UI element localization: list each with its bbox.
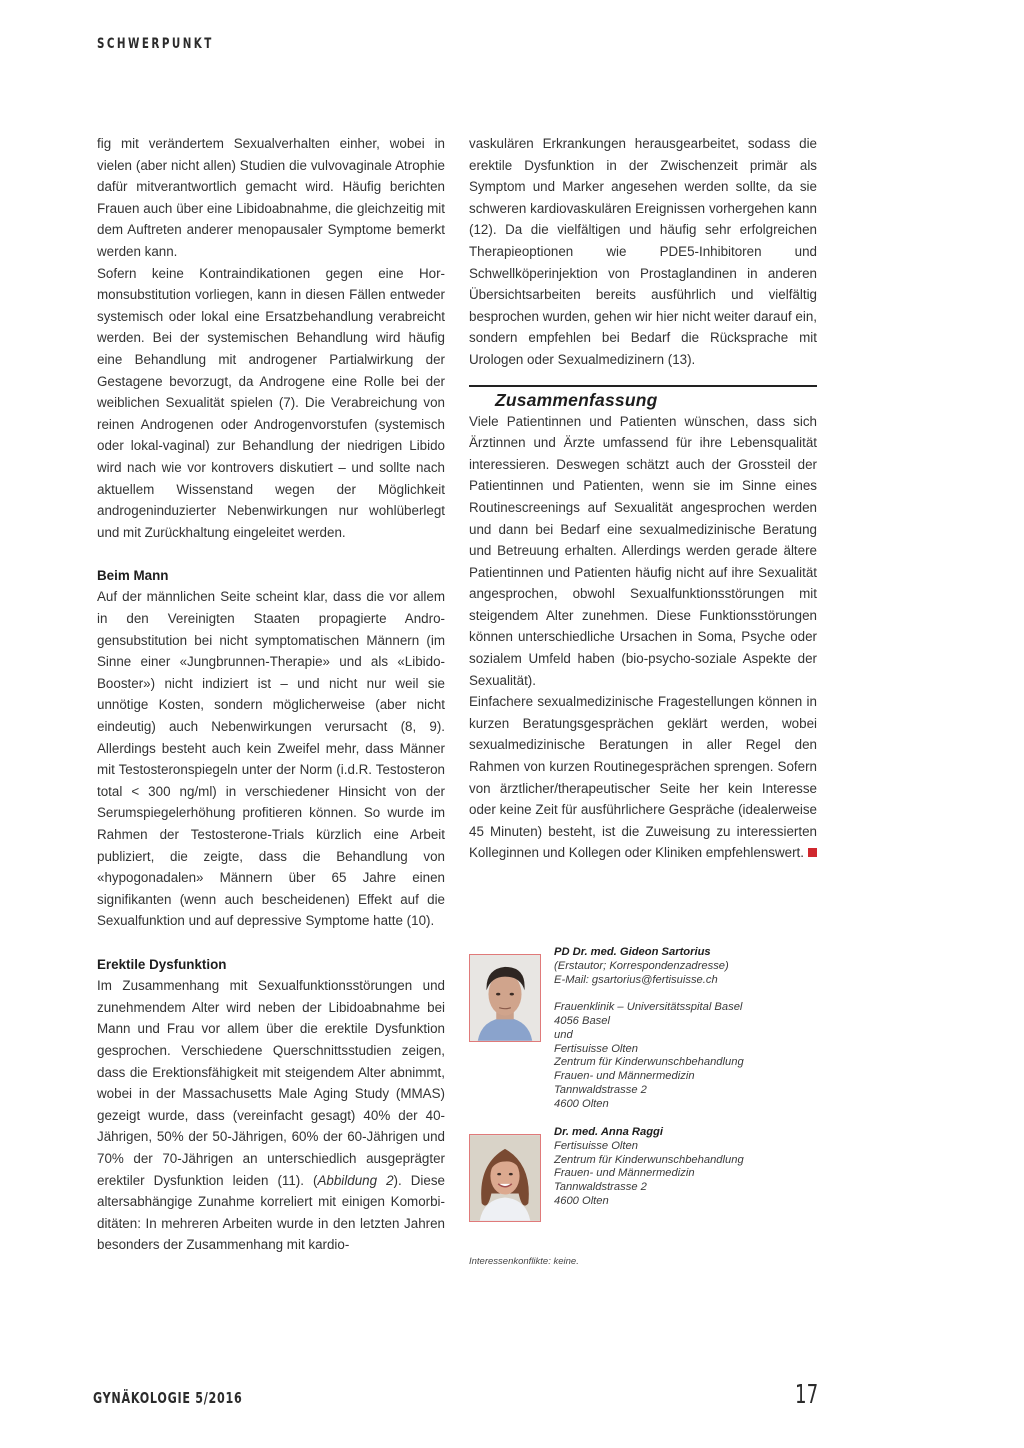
portrait-woman-icon [470,1135,540,1221]
subheading-erektile-dysfunktion: Erektile Dysfunktion [97,956,227,972]
paragraph-text: ). Diese altersabhängige Zunahme korreliert mit einigen Komorbiditäten: In mehreren Arbeiten wurde in den letzten Jahren besonders der Zusammenhang mit kardio- [97,1172,445,1253]
author-name: Dr. med. Anna Raggi [554,1126,663,1138]
running-head-section: SCHWERPUNKT [97,36,214,52]
author-info [469,946,819,1246]
portrait-man-icon [470,955,540,1041]
author-line: 4056 Basel [554,1014,610,1027]
author-line: Fertisuisse Olten [554,1042,638,1055]
conflict-of-interest: Interessenkonflikte: keine. [469,1256,579,1267]
paragraph [469,691,817,864]
author-details [554,1126,744,1209]
author-line: Frauenklinik – Universitätsspital Basel [554,1001,743,1014]
author-line: und [554,1028,573,1041]
author-line: Tannwaldstrasse 2 [554,1181,647,1194]
footer-journal-issue: GYNÄKOLOGIE 5/2016 [93,1389,243,1407]
author-line: Zentrum für Kinderwunschbehandlung [554,1153,744,1166]
author-line: Tannwaldstrasse 2 [554,1083,647,1096]
left-column [97,133,445,1256]
paragraph [97,975,445,1256]
author-photo [469,1134,541,1222]
article-end-mark-icon [808,848,817,857]
paragraph: Sofern keine Kontraindikationen gegen eine Hormonsubstitution vorliegen, kann in diesen Fällen entweder systemisch oder lokal eine Ersatzbehandlung verabreicht werden. Bei der systemischen Behandlung wird häufig eine Behandlung mit androgener Partialwirkung der Gestagene bevorzugt, da Androgene eine Rolle bei der weiblichen Sexualität spielen (7). Die Verabreichung von reinen Androgenen oder Androgenvorstufen (systemisch oder lokal-vaginal) zur Behandlung der niedrigen Libido wird nach wie vor kontrovers diskutiert – und sollte nach aktuellem Wissenstand wegen der Möglichkeit androgeninduzierter Nebenwirkungen nur wohlüberlegt und mit Zurückhaltung eingeleitet werden. [97,265,445,540]
right-column [469,133,817,864]
subheading-beim-mann: Beim Mann [97,567,169,583]
paragraph: Viele Patientinnen und Patienten wünschen, dass sich Ärztinnen und Ärzte umfassend für ihre Lebensqualität interessieren. Deswegen schätzt auch der Grossteil der Patientinnen und Patienten, wenn sie im Sinne eines Routinescreenings auf Sexualität angesprochen werden und dann bei Bedarf eine sexualmedizinische Beratung und Betreuung erhalten. Allerdings werden gerade ältere Patientinnen und Patienten häufig nicht auf ihre Sexualität angesprochen, obwohl Sexualfunktionsstörungen mit steigendem Alter zunehmen. Diese Funktionsstörungen können unterschiedliche Ursachen in Soma, Psyche oder sozialem Umfeld haben (bio-psycho-soziale Aspekte der Sexualität). [469,413,817,688]
summary-heading: Zusammenfassung [495,389,658,410]
author-line: Frauen- und Männermedizin [554,1167,695,1180]
author-entry [469,1126,819,1246]
paragraph: vaskulären Erkrankungen herausgearbeitet, sodass die erektile Dysfunktion in der Zwischenzeit primär als Symptom und Marker angesehen werden sollte, da sie schweren kardiovaskulären Ereignissen vorhergehen kann (12). Da die vielfältigen und häufig sehr erfolgreichen Therapieoptionen wie PDE5-Inhibitoren und Schwellköperinjektion von Prostaglandinen in anderen Übersichtsarbeiten bereits ausführlich und vielfältig besprochen wurden, gehen wir hier nicht weiter darauf ein, sondern empfehlen bei Bedarf die Rücksprache mit Urologen oder Sexualmedizinern (13). [469,136,817,367]
paragraph-text: Im Zusammenhang mit Sexualfunktionsstörungen und zunehmendem Alter wird neben der Libidoabnahme bei Mann und Frau vor allem über die erektile Dysfunktion gesprochen. Verschiedene Querschnittsstudien zeigen, dass die Erektionsfähigkeit mit steigendem Alter abnimmt, wobei in der Massachusetts Male Aging Study (MMAS) gezeigt wurde, dass (vereinfacht gesagt) 40% der 40-Jährigen, 50% der 50-Jährigen, 60% der 60-Jährigen und 70% der 70-Jährigen an unterschiedlich ausgeprägter erektiler Dysfunktion leiden (11). ( [97,978,445,1188]
paragraph: fig mit verändertem Sexualverhalten einher, wobei in vielen (aber nicht allen) Studien die vulvovaginale Atrophie dafür mitverantwortlich gemacht wird. Häufig berichten Frauen auch über eine Libidoabnahme, die gleichzeitig mit dem Auftreten anderer menopausaler Symptome bemerkt werden kann. [97,136,445,259]
author-name: PD Dr. med. Gideon Sartorius [554,946,711,958]
author-line: Fertisuisse Olten [554,1139,638,1152]
paragraph: Auf der männlichen Seite scheint klar, dass die vor allem in den Vereinigten Staaten propagierte Androgensubstitution bei nicht symptomatischen Männern (im Sinne einer «Jungbrunnen-Therapie» und als «Libido-Booster») nicht indiziert ist – und nicht nur weil sie unnötige Kosten, sondern möglicherweise (aber nicht eindeutig) auch Nebenwirkungen verursacht (8, 9). Allerdings besteht auch kein Zweifel mehr, dass Männer mit Testosteronspiegeln unter der Norm (i.d.R. Testosteron total < 300 ng/ml) in verschiedener Hinsicht von der Serumspiegelerhöhung profitieren können. So wurde im Rahmen der Testosterone-Trials kürzlich eine Arbeit publiziert, die zeigte, dass die Behandlung von «hypogonadalen» Männern über 65 Jahre einen signifikanten (wenn auch bescheidenen) Effekt auf die Sexualfunktion und auf depressive Symptome hatte (10). [97,589,445,929]
page-number: 17 [795,1380,819,1410]
author-line: Frauen- und Männermedizin [554,1070,695,1083]
author-entry [469,946,819,1126]
author-photo [469,954,541,1042]
paragraph-text: Einfachere sexualmedizinische Fragestellungen können in kurzen Beratungsgesprächen geklärt werden, wobei sexualmedizinische Beratungen in aller Regel den Rahmen von kurzen Routinegesprächen sprengen. Sofern von ärztlicher/therapeutischer Seite her kein Interesse oder keine Zeit für ausführlichere Gespräche (idealerweise 45 Minuten) besteht, ist die Zuweisung zu interessierten Kolleginnen und Kollegen oder Kliniken empfehlenswert. [469,694,817,861]
section-divider [469,385,817,387]
author-email[interactable]: E-Mail: gsartorius@fertisuisse.ch [554,973,718,986]
author-line: 4600 Olten [554,1097,609,1110]
author-line: (Erstautor; Korrespondenzadresse) [554,959,729,972]
author-line: 4600 Olten [554,1194,609,1207]
author-details [554,946,744,1112]
author-line: Zentrum für Kinderwunschbehandlung [554,1056,744,1069]
figure-reference: Abbildung 2 [317,1172,394,1188]
